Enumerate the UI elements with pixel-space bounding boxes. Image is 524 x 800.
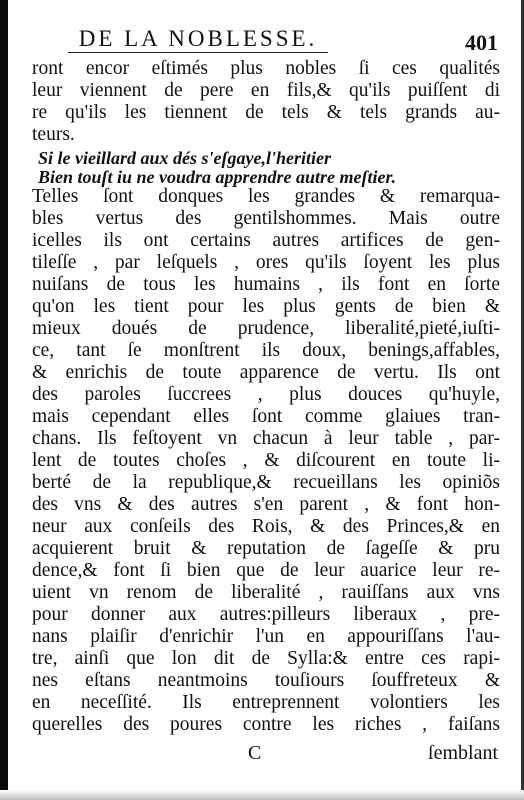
text-line: icelles ils ont certains autres artifices de gen- [32, 230, 500, 251]
text-line: Telles ſont donques les grandes & remarqua- [32, 186, 500, 207]
text-line: neur aux conſeils des Rois, & des Princes,& en [32, 516, 500, 537]
text-line: ront encor eſtimés plus nobles ſi ces qualités [32, 58, 500, 79]
text-line: acquierent bruit & reputation de ſageſſe & pru [32, 538, 500, 559]
text-line: qu'on les tient pour les plus gents de bien & [32, 296, 500, 317]
text-line: leur viennent de pere en fils,& qu'ils puiſſent di [32, 80, 500, 101]
running-title: DE LA NOBLESSE. [68, 26, 328, 53]
text-line: berté de la republique,& recueillans les opiniõs [32, 472, 500, 493]
text-line: pour donner aux autres:pilleurs liberaux , pre- [32, 604, 500, 625]
verse-line: Bien touſt iu ne voudra apprendre autre meſtier. [38, 167, 397, 187]
signature-mark: C [248, 742, 262, 764]
catchword: ſemblant [428, 742, 498, 764]
text-line: tre, ainſi que lon dit de Sylla:& entre ces rapi- [32, 648, 500, 669]
text-line: mais cependant elles ſont comme glaiues tran- [32, 406, 500, 427]
text-line: nans plaiſir d'enrichir l'un en appouriſſans l'au- [32, 626, 500, 647]
text-line: mieux doués de prudence, liberalité,pieté,iuſti- [32, 318, 500, 339]
text-line: lent de toutes choſes , & diſcourent en toute li- [32, 450, 500, 471]
text-line: nes eſtans neantmoins touſiours ſouffreteux & [32, 670, 500, 691]
text-line: ce, tant ſe monſtrent ils doux, benings,affables, [32, 340, 500, 361]
text-line: en neceſſité. Ils entreprennent volontiers les [32, 692, 500, 713]
text-line: uient vn renom de liberalité , rauiſſans aux vns [32, 582, 500, 603]
text-line: bles vertus des gentilshommes. Mais outre [32, 208, 500, 229]
text-line: dence,& font ſi bien que de leur auarice leur re- [32, 560, 500, 581]
text-line: chans. Ils feſtoyent vn chacun à leur table , par- [32, 428, 500, 449]
text-line: des paroles ſuccrees , plus douces qu'huyle, [32, 384, 500, 405]
book-page [28, 20, 504, 780]
text-line: teurs. [32, 124, 75, 145]
binding-edge [0, 0, 8, 800]
text-line: tileſſe , par leſquels , ores qu'ils ſoyent les plus [32, 252, 500, 273]
text-line: des vns & des autres s'en parent , & font hon- [32, 494, 500, 515]
page-bottom-edge [0, 790, 524, 800]
text-line: re qu'ils les tiennent de tels & tels grands au- [32, 102, 500, 123]
text-line: querelles des poures contre les riches , faiſans [32, 714, 500, 735]
text-line: & enrichis de toute apparence de vertu. Ils ont [32, 362, 500, 383]
page-number: 401 [465, 30, 498, 55]
text-line: nuiſans de tous les humains , ils font en ſorte [32, 274, 500, 295]
verse-line: Si le vieillard aux dés s'eſgaye,l'heritier [38, 148, 331, 168]
